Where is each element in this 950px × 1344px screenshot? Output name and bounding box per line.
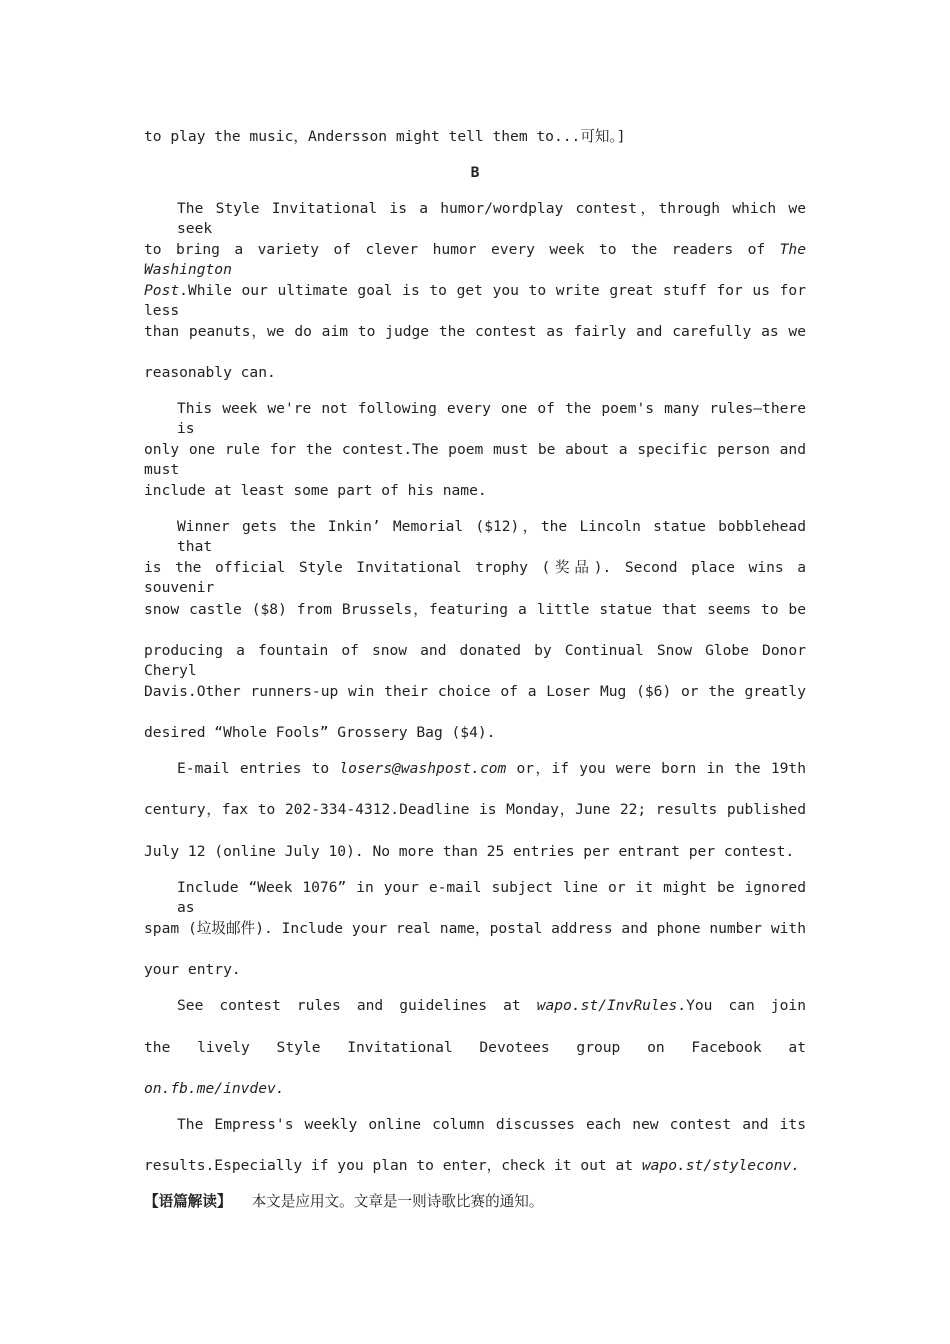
section-heading: B [470,164,480,181]
paragraph-line: Davis.Other runners-up win their choice of a Loser Mug ($6) or the greatly [144,683,806,700]
passage-analysis-note [144,1192,806,1212]
rules-link[interactable]: wapo.st/InvRules [536,997,678,1014]
paragraph-line: reasonably can. [144,364,276,381]
paragraph-line: results.Especially if you plan to enter，check it out at wapo.st/styleconv. [144,1157,800,1174]
paragraph-line: See contest rules and guidelines at wapo.st/InvRules.You can join [177,997,806,1014]
paragraph-line: producing a fountain of snow and donated by Continual Snow Globe Donor Cheryl [144,642,806,679]
publication-title: Post [144,282,180,299]
paragraph-line: century，fax to 202-334-4312.Deadline is Monday，June 22; results published [144,801,806,818]
paragraph-line: Include “Week 1076” in your e-mail subject line or it might be ignored as [177,879,806,916]
paragraph-line: your entry. [144,961,241,978]
paragraph-line: The Empress's weekly online column discusses each new contest and its [177,1116,806,1133]
note-text: 本文是应用文。文章是一则诗歌比赛的通知。 [251,1193,544,1210]
paragraph-line: The Style Invitational is a humor/wordplay contest，through which we seek [177,200,806,237]
paragraph-line: the lively Style Invitational Devotees group on Facebook at [144,1039,806,1056]
intro-line: to play the music，Andersson might tell them to...可知。] [144,128,626,145]
paragraph-line: to bring a variety of clever humor every week to the readers of The Washington [144,241,806,278]
email-link[interactable]: losers@washpost.com [339,760,507,777]
paragraph-line: desired “Whole Fools” Grossery Bag ($4). [144,724,496,741]
paragraph-line: include at least some part of his name. [144,482,487,499]
paragraph-line: Post.While our ultimate goal is to get you to write great stuff for us for less [144,282,806,319]
publication-title: The Washington [144,241,806,278]
paragraph-line: July 12 (online July 10). No more than 25 entries per entrant per contest. [144,843,795,860]
column-link[interactable]: wapo.st/styleconv. [641,1157,800,1174]
paragraph-line: only one rule for the contest.The poem must be about a specific person and must [144,441,806,478]
paragraph-line: is the official Style Invitational trophy (奖品). Second place wins a souvenir [144,559,806,596]
paragraph-line: snow castle ($8) from Brussels，featuring a little statue that seems to be [144,601,806,618]
note-label: 【语篇解读】 [144,1193,232,1210]
paragraph-line: E-mail entries to losers@washpost.com or，if you were born in the 19th [177,760,806,777]
paragraph-line: Winner gets the Inkin’ Memorial ($12)，the Lincoln statue bobblehead that [177,518,806,555]
facebook-group-link[interactable]: on.fb.me/invdev. [144,1080,285,1097]
paragraph-line: This week we're not following every one of the poem's many rules—there is [177,400,806,437]
paragraph-line: than peanuts，we do aim to judge the contest as fairly and carefully as we [144,323,806,340]
paragraph-line: spam (垃圾邮件). Include your real name，postal address and phone number with [144,920,806,937]
